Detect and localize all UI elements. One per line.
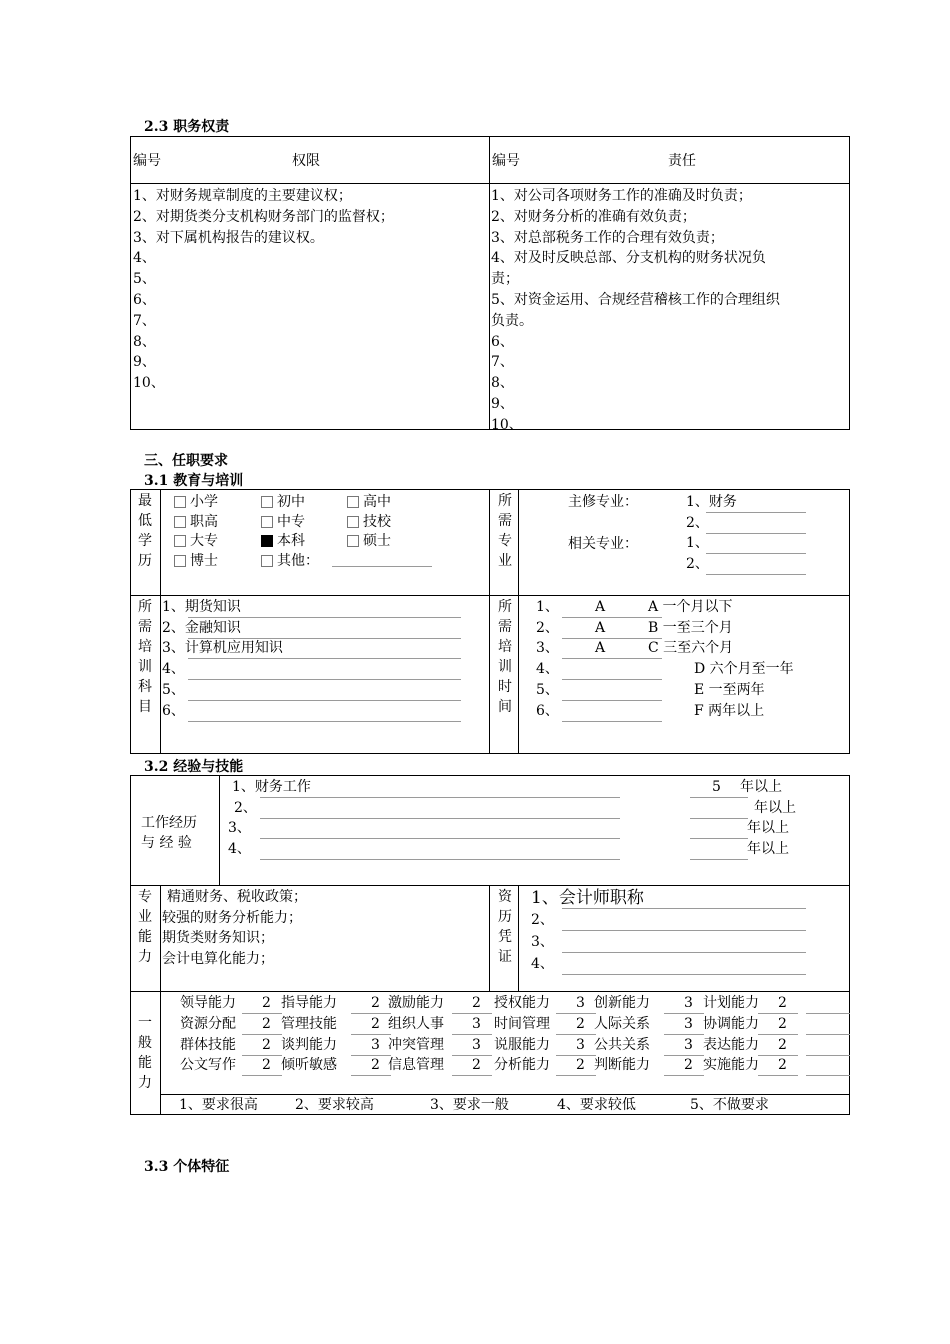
underline xyxy=(806,1075,850,1076)
training-time-number: 1、 xyxy=(536,599,559,615)
major-item: 2、 xyxy=(686,555,709,572)
underline xyxy=(260,859,620,860)
ability-level: 3 xyxy=(371,1036,380,1053)
checkbox xyxy=(347,496,359,508)
authority-item: 4、 xyxy=(133,250,156,267)
ability-name: 资源分配 xyxy=(180,1015,236,1032)
vertical-label-char: 科 xyxy=(138,679,152,695)
vertical-label-char: 一 xyxy=(138,1015,152,1031)
underline xyxy=(562,658,662,659)
authority-item: 6、 xyxy=(133,292,156,308)
vertical-label-char: 低 xyxy=(138,513,152,529)
authority-item: 3、对下属机构报告的建议权。 xyxy=(133,229,324,246)
responsibility-item: 10、 xyxy=(491,416,523,433)
ability-name: 表达能力 xyxy=(703,1036,759,1053)
training-item: 5、 xyxy=(162,681,185,698)
vertical-label-char: 最 xyxy=(138,493,152,509)
professional-ability-item: 较强的财务分析能力； xyxy=(162,909,302,926)
section-3-title: 三、任职要求 xyxy=(144,453,228,469)
underline xyxy=(562,721,662,722)
checkbox xyxy=(174,535,186,547)
legend-item: 4、要求较低 xyxy=(557,1097,636,1113)
ability-name: 人际关系 xyxy=(594,1015,650,1032)
underline xyxy=(562,908,806,909)
responsibility-item: 4、对及时反映总部、分支机构的财务状况负 xyxy=(491,250,766,267)
training-time-option: D 六个月至一年 xyxy=(694,661,794,678)
education-option-label: 技校 xyxy=(363,513,391,530)
ability-name: 时间管理 xyxy=(494,1015,550,1032)
ability-name: 信息管理 xyxy=(388,1057,444,1074)
ability-name: 倾听敏感 xyxy=(281,1057,337,1074)
header-number-2: 编号 xyxy=(492,153,520,169)
underline xyxy=(188,679,461,680)
ability-level: 2 xyxy=(371,1015,380,1032)
underline xyxy=(806,1013,850,1014)
responsibility-item: 负责。 xyxy=(491,312,533,329)
training-item: 2、金融知识 xyxy=(162,619,241,636)
work-experience-item: 1、财务工作 xyxy=(232,779,311,795)
ability-level: 2 xyxy=(262,1015,271,1032)
training-item: 6、 xyxy=(162,702,185,719)
responsibility-item: 8、 xyxy=(491,375,514,392)
underline xyxy=(690,859,748,860)
ability-level: 2 xyxy=(262,1036,271,1053)
responsibility-item: 9、 xyxy=(491,396,514,412)
training-item: 3、计算机应用知识 xyxy=(162,640,283,657)
underline xyxy=(562,617,662,618)
underline xyxy=(806,1034,850,1035)
ability-level: 2 xyxy=(778,1036,787,1053)
education-option-label: 大专 xyxy=(190,533,218,549)
underline xyxy=(562,700,662,701)
ability-level: 2 xyxy=(576,1015,585,1032)
ability-name: 指导能力 xyxy=(281,995,337,1011)
training-time-number: 2、 xyxy=(536,619,559,636)
vertical-label-char: 培 xyxy=(138,639,152,655)
authority-table xyxy=(130,136,850,430)
ability-level: 2 xyxy=(576,1057,585,1074)
vertical-label-char: 训 xyxy=(498,659,512,675)
major-item: 1、财务 xyxy=(686,494,737,510)
vertical-label-char: 需 xyxy=(138,619,152,635)
ability-level: 3 xyxy=(576,995,585,1011)
ability-level: 2 xyxy=(262,995,271,1011)
underline xyxy=(690,838,748,839)
vertical-label-char: 能 xyxy=(138,1055,152,1071)
certificate-item: 2、 xyxy=(531,912,554,928)
underline xyxy=(188,658,461,659)
ability-name: 群体技能 xyxy=(180,1036,236,1053)
professional-ability-item: 精通财务、税收政策； xyxy=(167,889,307,905)
underline xyxy=(562,974,806,975)
ability-name: 公共关系 xyxy=(594,1036,650,1053)
years-suffix: 年以上 xyxy=(747,840,789,857)
ability-name: 创新能力 xyxy=(594,995,650,1011)
training-time-number: 4、 xyxy=(536,661,559,678)
ability-name: 分析能力 xyxy=(494,1057,550,1074)
underline xyxy=(806,1055,850,1056)
underline xyxy=(706,512,806,513)
checkbox xyxy=(261,516,273,528)
underline xyxy=(351,1075,391,1076)
vertical-label-char: 力 xyxy=(138,949,152,965)
checkbox xyxy=(174,555,186,567)
work-experience-item: 3、 xyxy=(228,820,251,836)
vertical-label-char: 历 xyxy=(498,909,512,925)
ability-level: 3 xyxy=(684,995,693,1011)
professional-ability-item: 期货类财务知识； xyxy=(162,930,274,946)
underline xyxy=(452,1075,492,1076)
ability-level: 3 xyxy=(576,1036,585,1053)
training-time-number: 6、 xyxy=(536,702,559,719)
authority-item: 5、 xyxy=(133,271,156,288)
underline xyxy=(556,1075,596,1076)
checkbox-checked xyxy=(261,535,273,547)
legend-item: 5、不做要求 xyxy=(690,1097,769,1113)
ability-level: 2 xyxy=(684,1057,693,1074)
ability-name: 激励能力 xyxy=(388,995,444,1011)
ability-level: 3 xyxy=(684,1036,693,1053)
responsibility-item: 2、对财务分析的准确有效负责； xyxy=(491,208,696,225)
responsibility-item: 3、对总部税务工作的合理有效负责； xyxy=(491,229,724,246)
ability-name: 公文写作 xyxy=(180,1057,236,1074)
certificate-item: 3、 xyxy=(531,934,554,950)
underline xyxy=(562,952,806,953)
underline xyxy=(260,838,620,839)
vertical-label-char: 培 xyxy=(498,639,512,655)
underline xyxy=(562,679,662,680)
ability-name: 计划能力 xyxy=(703,995,759,1011)
checkbox xyxy=(347,516,359,528)
vertical-label-char: 业 xyxy=(498,553,512,569)
vertical-label-char: 需 xyxy=(498,619,512,635)
underline xyxy=(758,1075,798,1076)
main-major-label: 主修专业： xyxy=(568,494,638,510)
training-time-value: A xyxy=(595,640,606,657)
ability-name: 协调能力 xyxy=(703,1015,759,1032)
underline xyxy=(664,1075,704,1076)
education-option-label: 职高 xyxy=(190,513,218,530)
section-2-3-title: 2.3 职务权责 xyxy=(144,119,230,135)
ability-name: 冲突管理 xyxy=(388,1036,444,1053)
training-time-option: C 三至六个月 xyxy=(648,640,734,657)
authority-item: 2、对期货类分支机构财务部门的监督权； xyxy=(133,208,394,225)
vertical-label-char: 证 xyxy=(498,949,512,965)
underline xyxy=(690,797,748,798)
years-suffix: 年以上 xyxy=(754,799,796,816)
vertical-label-char: 般 xyxy=(138,1035,152,1051)
vertical-label-char: 业 xyxy=(138,909,152,925)
checkbox xyxy=(174,516,186,528)
education-option-label: 小学 xyxy=(190,494,218,510)
underline xyxy=(706,553,806,554)
vertical-label-char: 间 xyxy=(498,699,512,715)
training-time-value: A xyxy=(595,619,606,636)
work-experience-label-2: 与 经 验 xyxy=(141,835,192,851)
vertical-label-char: 历 xyxy=(138,553,152,569)
ability-level: 2 xyxy=(778,995,787,1011)
ability-level: 2 xyxy=(778,1015,787,1032)
authority-item: 1、对财务规章制度的主要建议权； xyxy=(133,188,352,204)
education-option-label: 其他： xyxy=(277,552,319,569)
related-major-label: 相关专业： xyxy=(568,536,638,552)
underline xyxy=(706,533,806,534)
training-time-option: E 一至两年 xyxy=(694,681,765,698)
section-3-1-title: 3.1 教育与培训 xyxy=(144,473,244,489)
underline xyxy=(188,721,461,722)
ability-name: 授权能力 xyxy=(494,995,550,1011)
header-authority: 权限 xyxy=(292,153,320,169)
work-experience-item: 2、 xyxy=(234,799,257,816)
authority-item: 9、 xyxy=(133,354,156,371)
education-option-label: 高中 xyxy=(363,494,391,510)
vertical-label-char: 学 xyxy=(138,533,152,549)
vertical-label-char: 专 xyxy=(138,889,152,905)
responsibility-item: 1、对公司各项财务工作的准确及时负责； xyxy=(491,188,752,204)
professional-ability-item: 会计电算化能力； xyxy=(162,950,274,967)
vertical-label-char: 专 xyxy=(498,533,512,549)
checkbox xyxy=(261,496,273,508)
major-item: 1、 xyxy=(686,535,709,551)
training-time-number: 5、 xyxy=(536,681,559,698)
training-time-option: F 两年以上 xyxy=(694,702,765,719)
underline xyxy=(260,797,620,798)
vertical-label-char: 训 xyxy=(138,659,152,675)
ability-name: 判断能力 xyxy=(594,1057,650,1074)
years-suffix: 年以上 xyxy=(747,820,789,836)
vertical-label-char: 能 xyxy=(138,929,152,945)
underline xyxy=(188,700,461,701)
vertical-label-char: 需 xyxy=(498,513,512,529)
vertical-label-char: 资 xyxy=(498,889,512,905)
training-item: 4、 xyxy=(162,661,185,678)
header-number-1: 编号 xyxy=(133,153,161,169)
vertical-label-char: 凭 xyxy=(498,929,512,945)
ability-level: 2 xyxy=(371,1057,380,1074)
ability-level: 3 xyxy=(472,1036,481,1053)
ability-level: 2 xyxy=(371,995,380,1011)
vertical-label-char: 时 xyxy=(498,679,512,695)
underline xyxy=(706,574,806,575)
ability-name: 说服能力 xyxy=(494,1036,550,1053)
education-option-label: 初中 xyxy=(277,494,305,510)
legend-item: 3、要求一般 xyxy=(430,1097,509,1113)
ability-level: 3 xyxy=(472,1015,481,1032)
work-years-value: 5 xyxy=(712,779,721,795)
checkbox xyxy=(347,535,359,547)
training-time-option: A 一个月以下 xyxy=(648,599,733,615)
training-time-option: B 一至三个月 xyxy=(648,619,733,636)
authority-item: 8、 xyxy=(133,333,156,350)
ability-level: 2 xyxy=(472,995,481,1011)
responsibility-item: 5、对资金运用、合规经营稽核工作的合理组织 xyxy=(491,292,780,308)
vertical-label-char: 所 xyxy=(498,493,512,509)
education-option-label: 硕士 xyxy=(363,533,391,549)
vertical-label-char: 所 xyxy=(498,599,512,615)
certificate-item: 1、会计师职称 xyxy=(531,888,644,908)
education-option-label: 本科 xyxy=(277,533,305,549)
checkbox xyxy=(261,555,273,567)
responsibility-item: 责； xyxy=(491,271,519,288)
underline xyxy=(562,930,806,931)
section-3-2-title: 3.2 经验与技能 xyxy=(144,759,244,775)
section-3-3-title: 3.3 个体特征 xyxy=(144,1159,230,1175)
education-option-label: 博士 xyxy=(190,552,218,569)
underline xyxy=(242,1075,282,1076)
work-experience-item: 4、 xyxy=(228,840,251,857)
authority-item: 10、 xyxy=(133,375,165,392)
major-item: 2、 xyxy=(686,514,709,531)
vertical-label-char: 目 xyxy=(138,699,152,715)
ability-level: 2 xyxy=(778,1057,787,1074)
ability-level: 3 xyxy=(684,1015,693,1032)
ability-name: 管理技能 xyxy=(281,1015,337,1032)
education-option-label: 中专 xyxy=(277,513,305,530)
responsibility-item: 6、 xyxy=(491,333,514,350)
legend-item: 2、要求较高 xyxy=(295,1097,374,1113)
training-time-number: 3、 xyxy=(536,640,559,657)
ability-name: 实施能力 xyxy=(703,1057,759,1074)
certificate-item: 4、 xyxy=(531,956,554,972)
underline xyxy=(260,818,620,819)
authority-item: 7、 xyxy=(133,312,156,329)
vertical-label-char: 所 xyxy=(138,599,152,615)
ability-name: 谈判能力 xyxy=(281,1036,337,1053)
underline xyxy=(690,818,748,819)
training-time-value: A xyxy=(595,599,606,615)
ability-level: 2 xyxy=(262,1057,271,1074)
checkbox xyxy=(174,496,186,508)
years-suffix: 年以上 xyxy=(740,779,782,795)
vertical-label-char: 力 xyxy=(138,1075,152,1091)
ability-name: 领导能力 xyxy=(180,995,236,1011)
work-experience-label-1: 工作经历 xyxy=(141,815,197,831)
ability-name: 组织人事 xyxy=(388,1015,444,1032)
header-responsibility: 责任 xyxy=(668,153,696,169)
ability-level: 2 xyxy=(472,1057,481,1074)
training-item: 1、期货知识 xyxy=(162,599,241,615)
underline xyxy=(562,638,662,639)
responsibility-item: 7、 xyxy=(491,354,514,371)
legend-item: 1、要求很高 xyxy=(179,1097,258,1113)
